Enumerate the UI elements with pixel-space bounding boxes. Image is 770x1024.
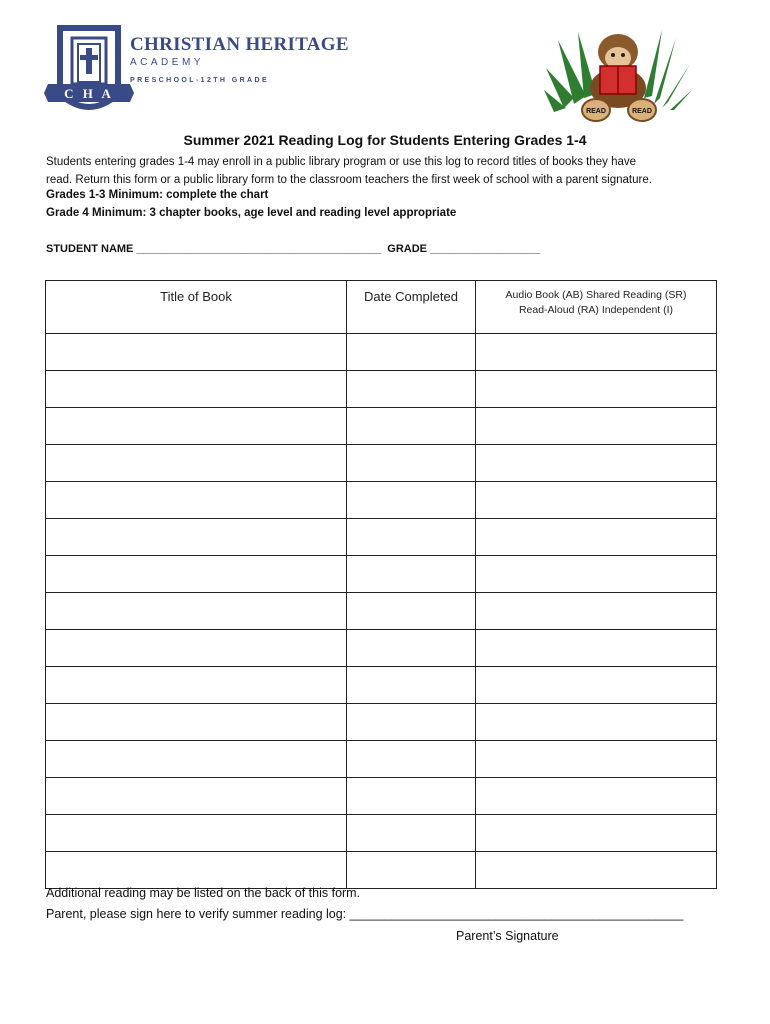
cell-title-of-book[interactable] [46, 704, 347, 741]
cell-date-completed[interactable] [347, 815, 476, 852]
table-row [46, 556, 717, 593]
cell-reading-type[interactable] [476, 741, 717, 778]
cell-title-of-book[interactable] [46, 778, 347, 815]
parent-signature-label: Parent’s Signature [456, 929, 559, 943]
table-row [46, 778, 717, 815]
reading-mascot-image [544, 18, 692, 126]
cell-reading-type[interactable] [476, 408, 717, 445]
column-header-type [476, 281, 717, 334]
additional-reading-note: Additional reading may be listed on the back of this form. [46, 886, 361, 900]
cell-date-completed[interactable] [347, 371, 476, 408]
table-row [46, 667, 717, 704]
table-row [46, 593, 717, 630]
cell-title-of-book[interactable] [46, 519, 347, 556]
parent-signature-line[interactable]: Parent, please sign here to verify summer reading log: ________________________________________________ [46, 907, 684, 921]
logo-name-line-2: ACADEMY [130, 57, 204, 68]
cell-reading-type[interactable] [476, 519, 717, 556]
column-header-type-line-2: Read-Aloud (RA) Independent (I) [518, 304, 674, 316]
cell-date-completed[interactable] [347, 741, 476, 778]
cell-reading-type[interactable] [476, 371, 717, 408]
cell-date-completed[interactable] [347, 334, 476, 371]
school-crest-icon [44, 28, 134, 107]
reading-log-body [46, 334, 717, 889]
cell-reading-type[interactable] [476, 704, 717, 741]
cell-date-completed[interactable] [347, 445, 476, 482]
school-logo [46, 24, 349, 120]
cell-reading-type[interactable] [476, 482, 717, 519]
cell-date-completed[interactable] [347, 852, 476, 889]
mascot-book-word-2: READ [632, 108, 652, 115]
cell-title-of-book[interactable] [46, 630, 347, 667]
table-row [46, 630, 717, 667]
cell-date-completed[interactable] [347, 519, 476, 556]
page-title: Summer 2021 Reading Log for Students Entering Grades 1-4 [183, 132, 587, 148]
logo-name-line-1: CHRISTIAN HERITAGE [130, 34, 349, 55]
cell-title-of-book[interactable] [46, 482, 347, 519]
cell-reading-type[interactable] [476, 778, 717, 815]
cell-date-completed[interactable] [347, 778, 476, 815]
cell-reading-type[interactable] [476, 593, 717, 630]
cell-reading-type[interactable] [476, 852, 717, 889]
cell-title-of-book[interactable] [46, 556, 347, 593]
cell-title-of-book[interactable] [46, 667, 347, 704]
student-name-grade-line: STUDENT NAME ________________________________________ GRADE __________________ [46, 243, 541, 255]
cell-title-of-book[interactable] [46, 408, 347, 445]
table-row [46, 482, 717, 519]
cell-title-of-book[interactable] [46, 852, 347, 889]
table-row [46, 371, 717, 408]
table-header-row [46, 281, 717, 334]
logo-name-line-3: PRESCHOOL-12TH GRADE [130, 77, 270, 84]
cell-date-completed[interactable] [347, 482, 476, 519]
cell-title-of-book[interactable] [46, 815, 347, 852]
logo-monogram: C H A [64, 86, 114, 101]
cell-title-of-book[interactable] [46, 593, 347, 630]
cell-date-completed[interactable] [347, 667, 476, 704]
cell-reading-type[interactable] [476, 556, 717, 593]
mascot-book-word-1: READ [586, 108, 606, 115]
grade-4-requirement: Grade 4 Minimum: 3 chapter books, age level and reading level appropriate [46, 207, 457, 219]
table-row [46, 741, 717, 778]
cell-title-of-book[interactable] [46, 445, 347, 482]
intro-line-1: Students entering grades 1-4 may enroll in a public library program or use this log to record titles of books they have [46, 156, 637, 168]
cell-title-of-book[interactable] [46, 334, 347, 371]
grades-1-3-requirement: Grades 1-3 Minimum: complete the chart [46, 189, 269, 201]
table-row [46, 334, 717, 371]
cell-reading-type[interactable] [476, 815, 717, 852]
cell-reading-type[interactable] [476, 667, 717, 704]
cell-title-of-book[interactable] [46, 741, 347, 778]
table-row [46, 519, 717, 556]
cell-date-completed[interactable] [347, 630, 476, 667]
cell-reading-type[interactable] [476, 334, 717, 371]
cell-date-completed[interactable] [347, 556, 476, 593]
table-row [46, 445, 717, 482]
cell-date-completed[interactable] [347, 593, 476, 630]
column-header-date: Date Completed [347, 281, 476, 334]
table-row [46, 408, 717, 445]
table-row [46, 704, 717, 741]
cell-date-completed[interactable] [347, 704, 476, 741]
column-header-title: Title of Book [46, 281, 347, 334]
table-row [46, 852, 717, 889]
cell-reading-type[interactable] [476, 630, 717, 667]
cell-reading-type[interactable] [476, 445, 717, 482]
cell-title-of-book[interactable] [46, 371, 347, 408]
mascot-icon [582, 34, 656, 121]
cell-date-completed[interactable] [347, 408, 476, 445]
intro-paragraph [46, 153, 736, 189]
column-header-type-line-1: Audio Book (AB) Shared Reading (SR) [505, 289, 687, 301]
table-row [46, 815, 717, 852]
intro-line-2: read. Return this form or a public library form to the classroom teachers the first week of school with a parent signature. [46, 174, 652, 186]
reading-log-table [45, 280, 717, 889]
